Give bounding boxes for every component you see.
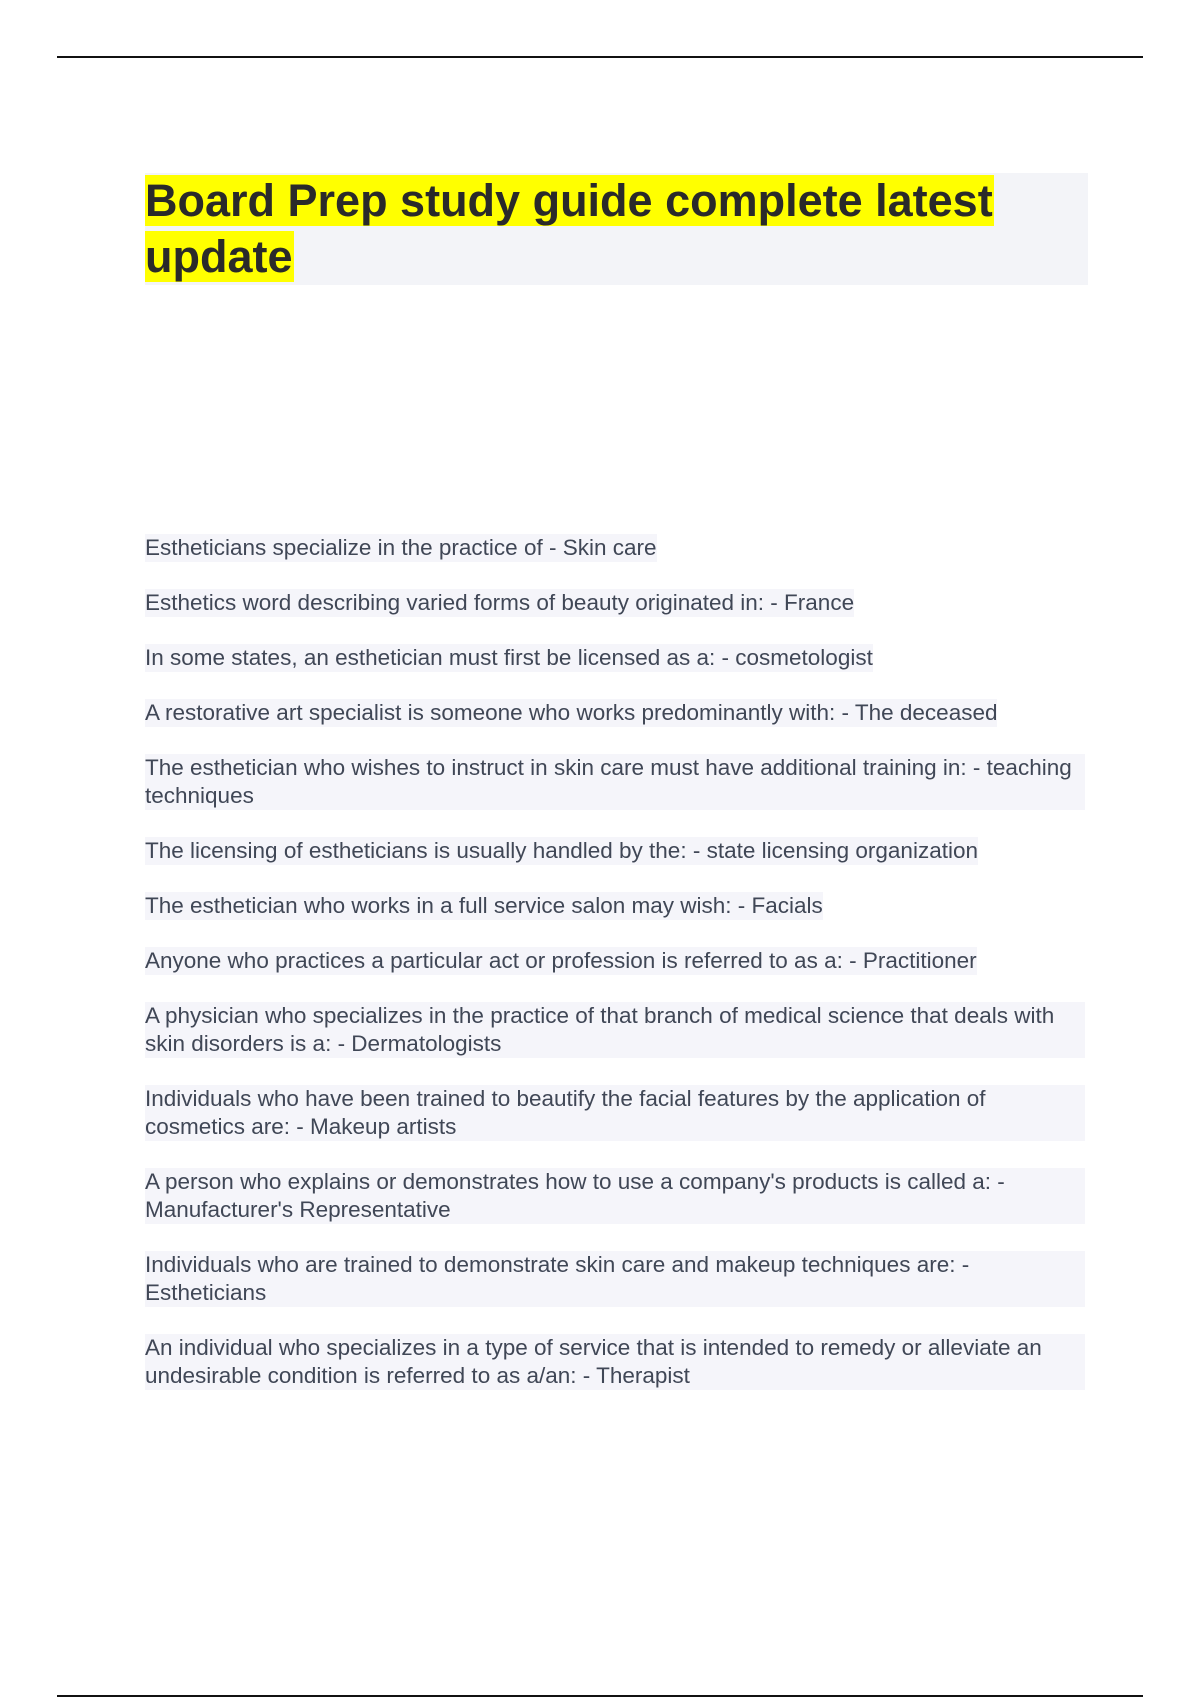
- qa-list: [145, 534, 1085, 1417]
- qa-item: A restorative art specialist is someone who works predominantly with: - The deceased: [145, 700, 998, 725]
- qa-item: A physician who specializes in the practice of that branch of medical science that deals with skin disorders is a: - Dermatologists: [145, 1002, 1085, 1058]
- qa-item: Esthetics word describing varied forms of beauty originated in: - France: [145, 590, 855, 615]
- title-block: [145, 173, 1088, 285]
- bottom-rule: [57, 1695, 1143, 1697]
- qa-item: The esthetician who wishes to instruct in skin care must have additional training in: - teaching techniques: [145, 754, 1085, 810]
- qa-item: The licensing of estheticians is usually handled by the: - state licensing organization: [145, 838, 978, 863]
- qa-item: Anyone who practices a particular act or profession is referred to as a: - Practitioner: [145, 948, 977, 973]
- qa-item: Individuals who have been trained to beautify the facial features by the application of cosmetics are: - Makeup artists: [145, 1085, 1085, 1141]
- qa-item: A person who explains or demonstrates how to use a company's products is called a: - Manufacturer's Representative: [145, 1168, 1085, 1224]
- qa-item: In some states, an esthetician must first be licensed as a: - cosmetologist: [145, 645, 873, 670]
- qa-item: Individuals who are trained to demonstrate skin care and makeup techniques are: - Estheticians: [145, 1251, 1085, 1307]
- document-title: [145, 173, 1088, 285]
- top-rule: [57, 56, 1143, 58]
- qa-item: Estheticians specialize in the practice of - Skin care: [145, 535, 657, 560]
- qa-item: An individual who specializes in a type of service that is intended to remedy or alleviate an undesirable condition is referred to as a/an: - Therapist: [145, 1334, 1085, 1390]
- qa-item: The esthetician who works in a full service salon may wish: - Facials: [145, 893, 823, 918]
- title-highlight: Board Prep study guide complete latest update: [145, 175, 993, 282]
